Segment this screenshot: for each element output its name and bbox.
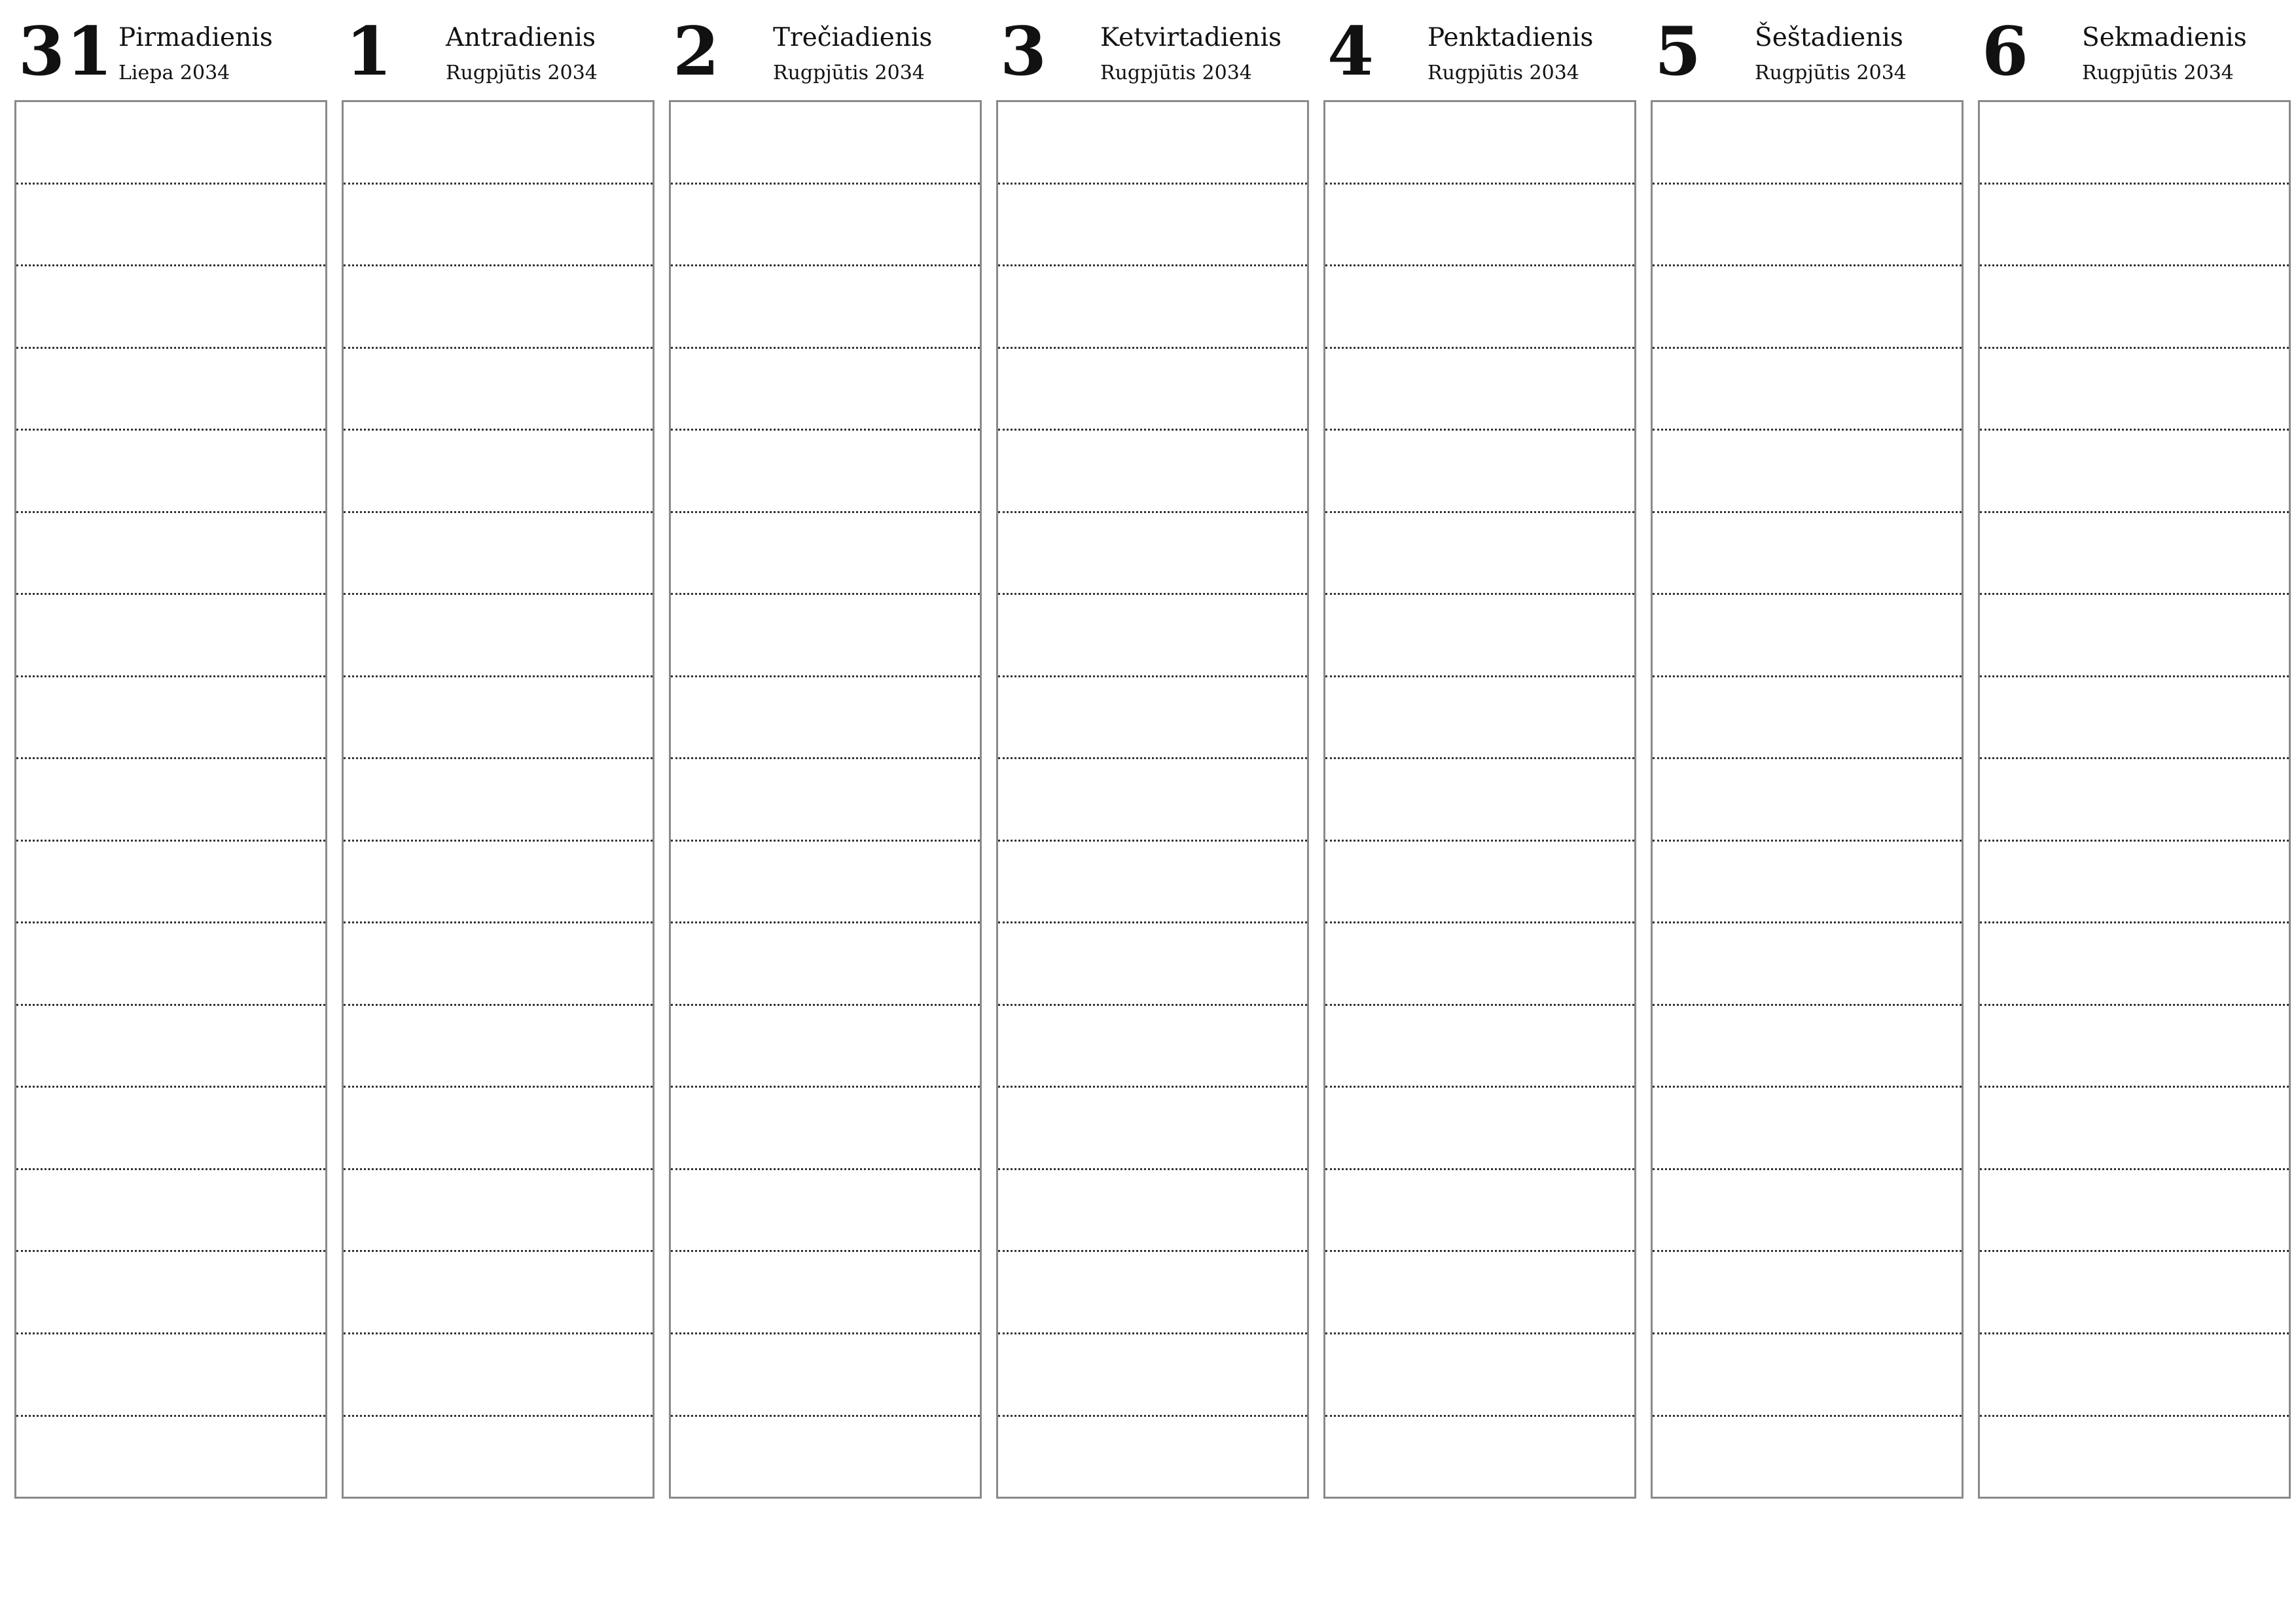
writing-line-slot[interactable]	[1653, 923, 1962, 1006]
day-header	[996, 0, 1309, 100]
writing-line-slot[interactable]	[998, 595, 1307, 677]
writing-line-slot[interactable]	[1980, 431, 2289, 513]
day-notes-box[interactable]	[996, 100, 1309, 1499]
writing-line-slot[interactable]	[998, 431, 1307, 513]
writing-line-slot[interactable]	[998, 349, 1307, 431]
day-number: 4	[1327, 12, 1375, 91]
writing-line-slot[interactable]	[1325, 185, 1634, 267]
day-month: Rugpjūtis 2034	[1100, 62, 1252, 84]
writing-line-slot[interactable]	[16, 1170, 325, 1253]
writing-line-slot[interactable]	[344, 1088, 653, 1170]
day-month: Rugpjūtis 2034	[2082, 62, 2234, 84]
day-number: 1	[346, 12, 393, 91]
weekly-planner	[14, 0, 2286, 1499]
day-header	[1651, 0, 1964, 100]
writing-line-slot[interactable]	[1325, 1417, 1634, 1497]
writing-line-slot[interactable]	[671, 1252, 980, 1334]
day-number: 5	[1655, 12, 1702, 91]
writing-line-slot[interactable]	[1325, 1170, 1634, 1253]
day-name: Antradienis	[446, 23, 596, 52]
writing-line-slot[interactable]	[344, 1252, 653, 1334]
writing-line-slot[interactable]	[344, 349, 653, 431]
day-name: Pirmadienis	[118, 23, 273, 52]
writing-line-slot[interactable]	[344, 595, 653, 677]
writing-line-slot[interactable]	[998, 759, 1307, 842]
writing-line-slot[interactable]	[1325, 842, 1634, 924]
writing-line-slot[interactable]	[1653, 842, 1962, 924]
writing-line-slot[interactable]	[16, 1417, 325, 1497]
day-header	[1978, 0, 2291, 100]
writing-line-slot[interactable]	[1980, 595, 2289, 677]
writing-line-slot[interactable]	[671, 677, 980, 760]
writing-line-slot[interactable]	[1653, 102, 1962, 185]
writing-line-slot[interactable]	[1653, 595, 1962, 677]
writing-line-slot[interactable]	[1980, 349, 2289, 431]
writing-line-slot[interactable]	[1980, 842, 2289, 924]
writing-line-slot[interactable]	[1325, 759, 1634, 842]
day-notes-box[interactable]	[342, 100, 655, 1499]
writing-line-slot[interactable]	[16, 759, 325, 842]
day-notes-box[interactable]	[1978, 100, 2291, 1499]
writing-line-slot[interactable]	[671, 1088, 980, 1170]
writing-line-slot[interactable]	[671, 759, 980, 842]
day-month: Rugpjūtis 2034	[773, 62, 925, 84]
day-name: Ketvirtadienis	[1100, 23, 1282, 52]
writing-line-slot[interactable]	[344, 266, 653, 349]
day-name: Penktadienis	[1427, 23, 1594, 52]
day-number: 3	[1000, 12, 1048, 91]
writing-line-slot[interactable]	[344, 1417, 653, 1497]
day-header	[669, 0, 982, 100]
writing-line-slot[interactable]	[1325, 513, 1634, 596]
writing-line-slot[interactable]	[16, 842, 325, 924]
day-number: 2	[673, 12, 721, 91]
writing-line-slot[interactable]	[16, 1006, 325, 1088]
writing-line-slot[interactable]	[344, 759, 653, 842]
writing-line-slot[interactable]	[1653, 1170, 1962, 1253]
writing-line-slot[interactable]	[671, 842, 980, 924]
writing-line-slot[interactable]	[16, 595, 325, 677]
writing-line-slot[interactable]	[1980, 266, 2289, 349]
day-column-friday	[1323, 0, 1636, 1499]
day-header	[342, 0, 655, 100]
writing-line-slot[interactable]	[16, 349, 325, 431]
writing-line-slot[interactable]	[998, 1170, 1307, 1253]
writing-line-slot[interactable]	[1653, 1006, 1962, 1088]
writing-line-slot[interactable]	[998, 102, 1307, 185]
writing-line-slot[interactable]	[1980, 759, 2289, 842]
writing-line-slot[interactable]	[1980, 1252, 2289, 1334]
writing-line-slot[interactable]	[998, 1088, 1307, 1170]
writing-line-slot[interactable]	[16, 266, 325, 349]
day-name: Trečiadienis	[773, 23, 933, 52]
writing-line-slot[interactable]	[344, 1334, 653, 1417]
writing-line-slot[interactable]	[344, 185, 653, 267]
writing-line-slot[interactable]	[1980, 923, 2289, 1006]
writing-line-slot[interactable]	[1653, 185, 1962, 267]
day-name: Sekmadienis	[2082, 23, 2247, 52]
writing-line-slot[interactable]	[344, 842, 653, 924]
writing-line-slot[interactable]	[671, 1006, 980, 1088]
day-header	[1323, 0, 1636, 100]
day-column-sunday	[1978, 0, 2291, 1499]
writing-line-slot[interactable]	[998, 513, 1307, 596]
writing-line-slot[interactable]	[998, 1334, 1307, 1417]
writing-line-slot[interactable]	[1980, 1417, 2289, 1497]
writing-line-slot[interactable]	[1653, 677, 1962, 760]
day-column-monday	[14, 0, 327, 1499]
day-name: Šeštadienis	[1755, 23, 1903, 52]
writing-line-slot[interactable]	[1325, 595, 1634, 677]
writing-line-slot[interactable]	[1653, 1334, 1962, 1417]
writing-line-slot[interactable]	[1653, 431, 1962, 513]
writing-line-slot[interactable]	[1653, 1417, 1962, 1497]
writing-line-slot[interactable]	[16, 1088, 325, 1170]
writing-line-slot[interactable]	[1325, 431, 1634, 513]
day-month: Rugpjūtis 2034	[446, 62, 598, 84]
day-month: Rugpjūtis 2034	[1427, 62, 1579, 84]
day-number: 6	[1982, 12, 2030, 91]
writing-line-slot[interactable]	[1325, 1006, 1634, 1088]
writing-line-slot[interactable]	[671, 1334, 980, 1417]
writing-line-slot[interactable]	[1980, 1088, 2289, 1170]
writing-line-slot[interactable]	[1980, 102, 2289, 185]
writing-line-slot[interactable]	[344, 923, 653, 1006]
writing-line-slot[interactable]	[1980, 513, 2289, 596]
day-month: Rugpjūtis 2034	[1755, 62, 1907, 84]
writing-line-slot[interactable]	[671, 266, 980, 349]
writing-line-slot[interactable]	[1980, 1006, 2289, 1088]
writing-line-slot[interactable]	[1325, 1334, 1634, 1417]
writing-line-slot[interactable]	[671, 1170, 980, 1253]
day-notes-box[interactable]	[669, 100, 982, 1499]
day-notes-box[interactable]	[1323, 100, 1636, 1499]
writing-line-slot[interactable]	[16, 1252, 325, 1334]
day-column-tuesday	[342, 0, 655, 1499]
writing-line-slot[interactable]	[1980, 677, 2289, 760]
writing-line-slot[interactable]	[1325, 1252, 1634, 1334]
writing-line-slot[interactable]	[16, 102, 325, 185]
writing-line-slot[interactable]	[1980, 1170, 2289, 1253]
writing-line-slot[interactable]	[1653, 1088, 1962, 1170]
writing-line-slot[interactable]	[1980, 185, 2289, 267]
writing-line-slot[interactable]	[1325, 1088, 1634, 1170]
writing-line-slot[interactable]	[16, 923, 325, 1006]
writing-line-slot[interactable]	[671, 1417, 980, 1497]
writing-line-slot[interactable]	[1653, 266, 1962, 349]
writing-line-slot[interactable]	[1653, 759, 1962, 842]
writing-line-slot[interactable]	[671, 595, 980, 677]
writing-line-slot[interactable]	[671, 923, 980, 1006]
day-column-thursday	[996, 0, 1309, 1499]
writing-line-slot[interactable]	[1325, 923, 1634, 1006]
writing-line-slot[interactable]	[998, 1417, 1307, 1497]
day-notes-box[interactable]	[1651, 100, 1964, 1499]
writing-line-slot[interactable]	[998, 1252, 1307, 1334]
day-number: 31	[18, 12, 114, 91]
writing-line-slot[interactable]	[344, 1170, 653, 1253]
writing-line-slot[interactable]	[1980, 1334, 2289, 1417]
writing-line-slot[interactable]	[1653, 349, 1962, 431]
writing-line-slot[interactable]	[671, 102, 980, 185]
writing-line-slot[interactable]	[16, 431, 325, 513]
writing-line-slot[interactable]	[998, 1006, 1307, 1088]
writing-line-slot[interactable]	[344, 1006, 653, 1088]
writing-line-slot[interactable]	[344, 677, 653, 760]
writing-line-slot[interactable]	[671, 513, 980, 596]
writing-line-slot[interactable]	[1325, 102, 1634, 185]
writing-line-slot[interactable]	[16, 185, 325, 267]
writing-line-slot[interactable]	[1325, 266, 1634, 349]
day-notes-box[interactable]	[14, 100, 327, 1499]
day-column-saturday	[1651, 0, 1964, 1499]
day-month: Liepa 2034	[118, 62, 230, 84]
writing-line-slot[interactable]	[16, 513, 325, 596]
writing-line-slot[interactable]	[16, 677, 325, 760]
writing-line-slot[interactable]	[998, 185, 1307, 267]
writing-line-slot[interactable]	[998, 266, 1307, 349]
writing-line-slot[interactable]	[998, 842, 1307, 924]
writing-line-slot[interactable]	[671, 185, 980, 267]
writing-line-slot[interactable]	[344, 431, 653, 513]
writing-line-slot[interactable]	[1325, 677, 1634, 760]
writing-line-slot[interactable]	[1653, 1252, 1962, 1334]
writing-line-slot[interactable]	[671, 431, 980, 513]
day-header	[14, 0, 327, 100]
writing-line-slot[interactable]	[1653, 513, 1962, 596]
writing-line-slot[interactable]	[344, 102, 653, 185]
writing-line-slot[interactable]	[16, 1334, 325, 1417]
writing-line-slot[interactable]	[998, 677, 1307, 760]
writing-line-slot[interactable]	[344, 513, 653, 596]
writing-line-slot[interactable]	[671, 349, 980, 431]
writing-line-slot[interactable]	[1325, 349, 1634, 431]
day-column-wednesday	[669, 0, 982, 1499]
writing-line-slot[interactable]	[998, 923, 1307, 1006]
